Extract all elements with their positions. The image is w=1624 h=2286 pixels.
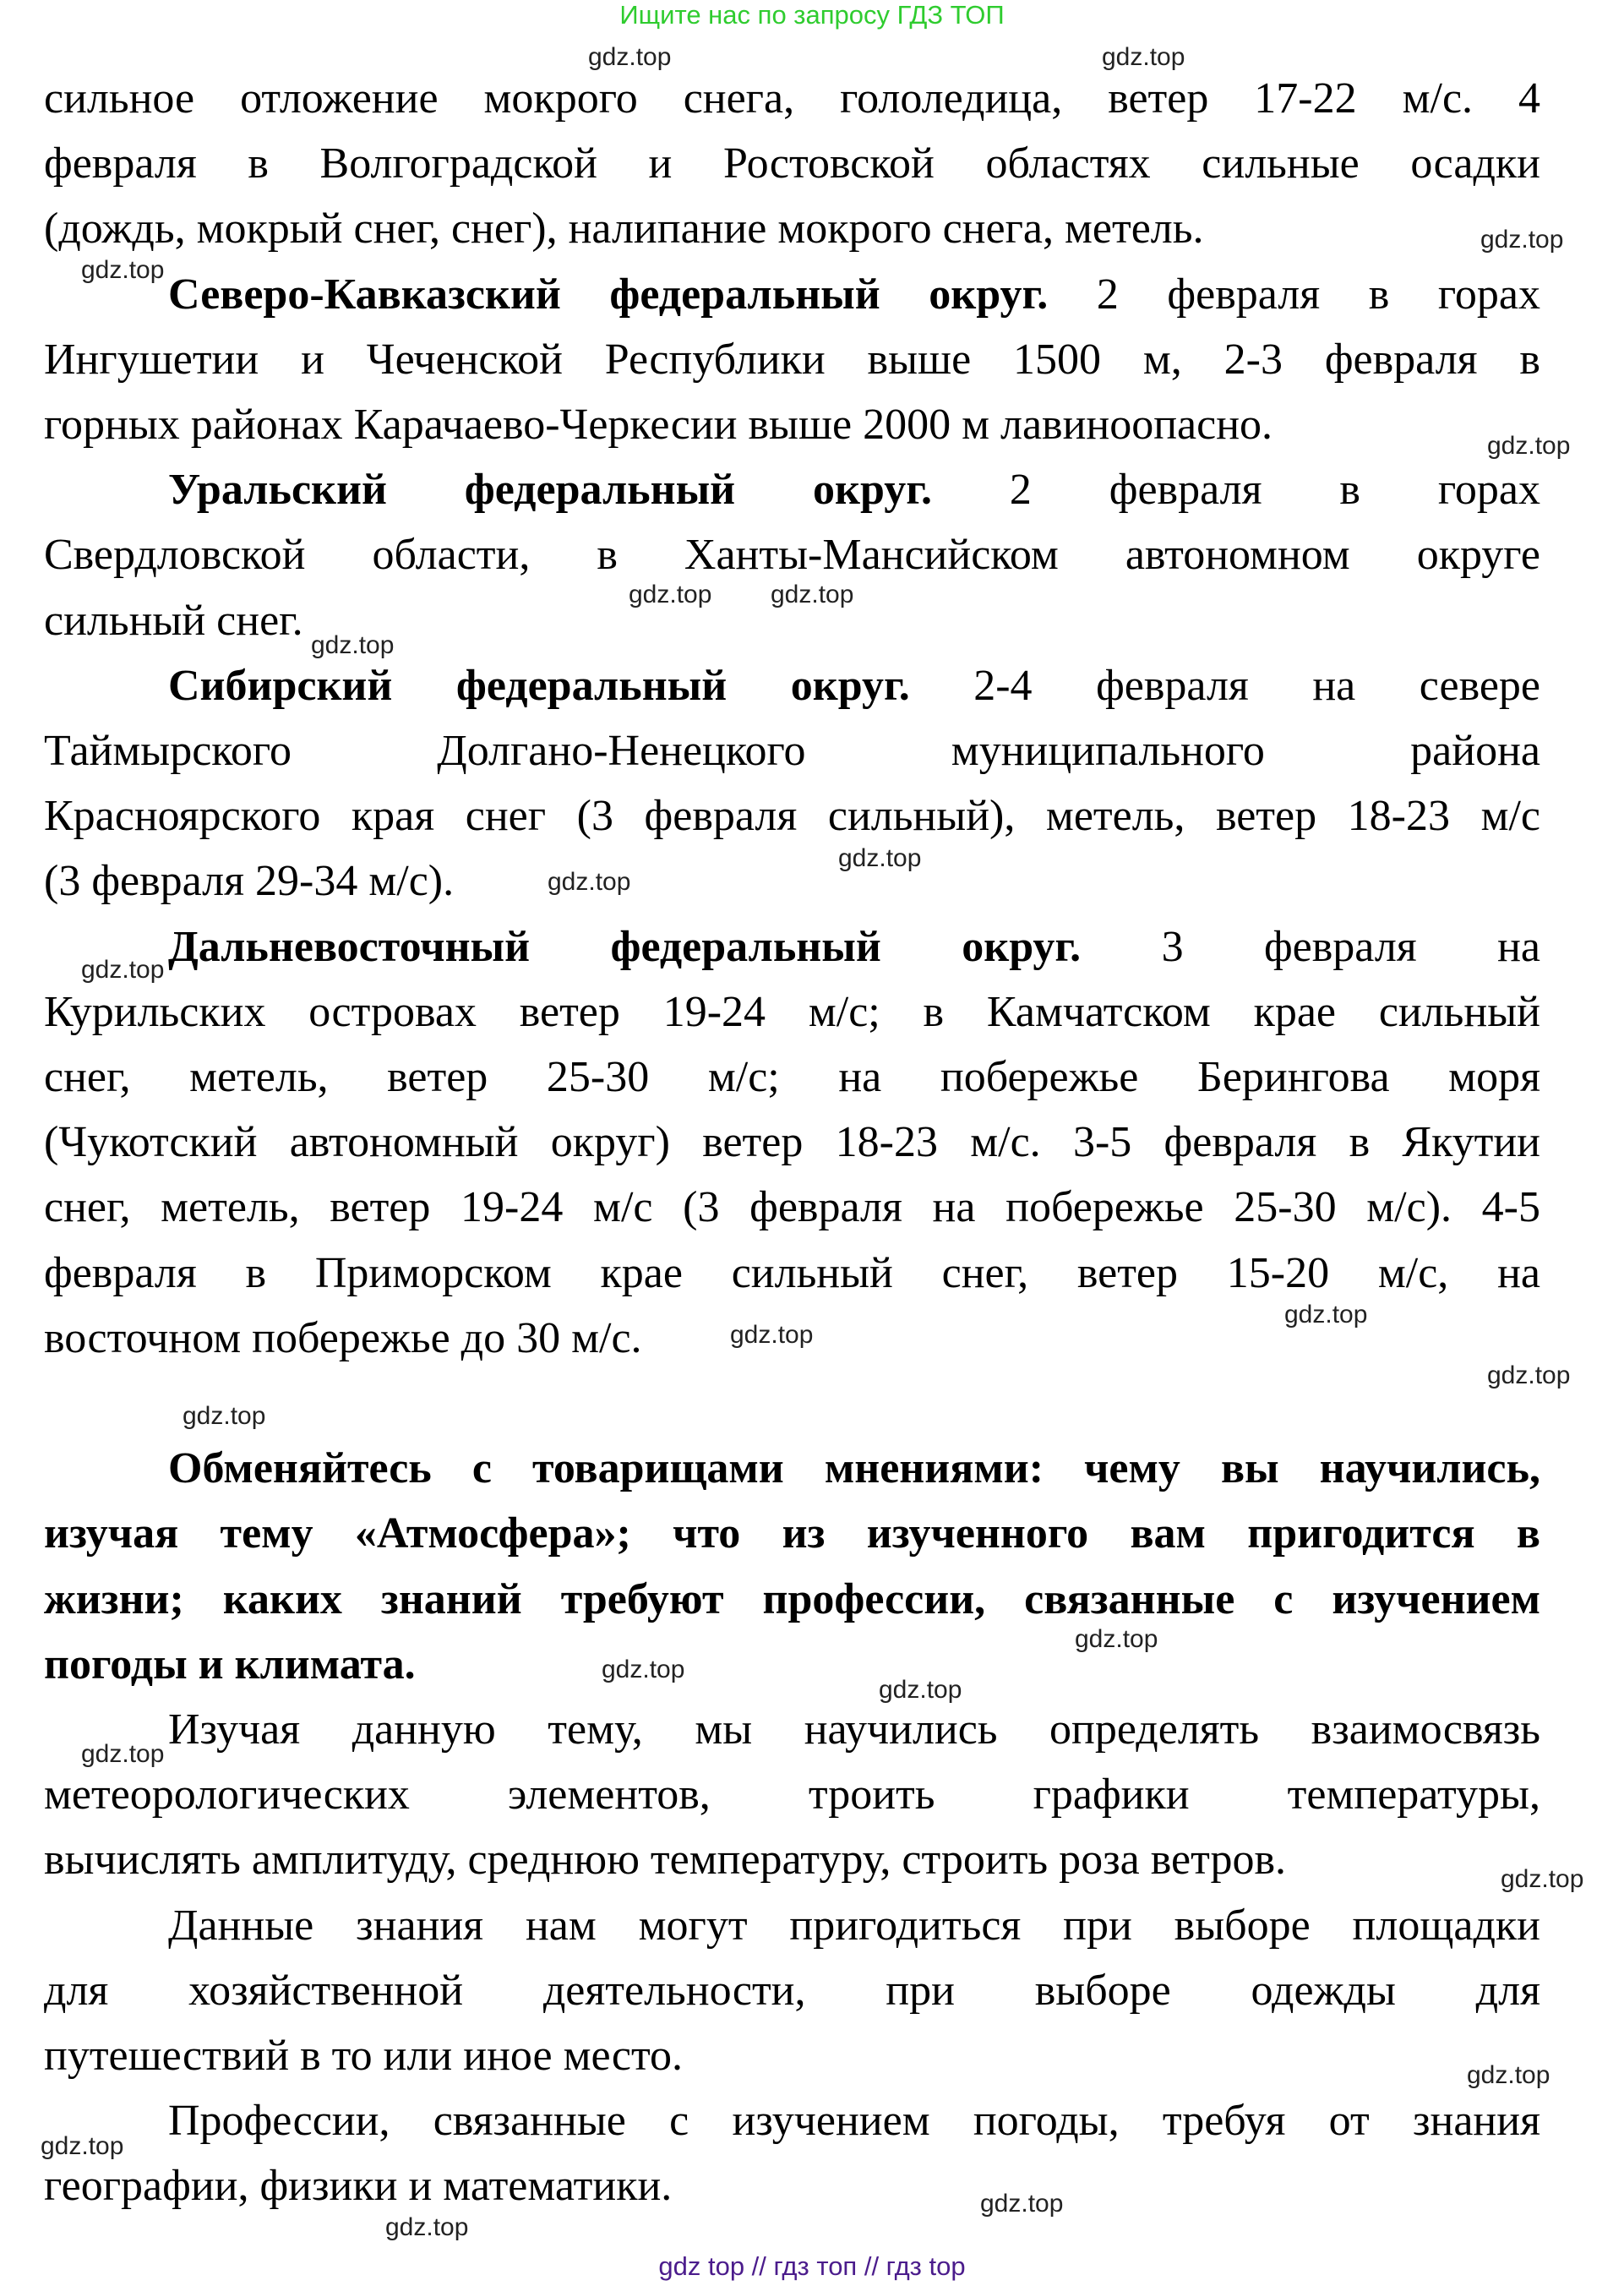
- body-text: 2 февраля в горах: [1048, 270, 1540, 319]
- paragraph-line: [44, 987, 1540, 1036]
- bold-heading: погоды и климата.: [44, 1639, 416, 1689]
- watermark: gdz.top: [81, 1740, 165, 1768]
- body-text: метеорологических элементов, троить графики температуры,: [44, 1770, 1540, 1820]
- body-text: вычислять амплитуду, среднюю температуру, строить роза ветров.: [44, 1836, 1286, 1885]
- body-text: 3 февраля на: [1081, 922, 1540, 971]
- bold-heading: Обменяйтесь с товарищами мнениями: чему вы научились,: [168, 1444, 1540, 1493]
- watermark: gdz.top: [183, 1402, 266, 1430]
- paragraph-line: [44, 2034, 683, 2078]
- body-text: сильное отложение мокрого снега, гололедица, ветер 17-22 м/с. 4: [44, 74, 1540, 123]
- body-text: Данные знания нам могут пригодиться при выборе площадки: [168, 1901, 1540, 1950]
- watermark: gdz.top: [771, 581, 854, 608]
- watermark: gdz.top: [730, 1321, 814, 1349]
- body-text: февраля в Волгоградской и Ростовской областях сильные осадки: [44, 139, 1540, 188]
- paragraph-line: [44, 1639, 416, 1689]
- body-text: Свердловской области, в Ханты-Мансийском автономном округе: [44, 531, 1540, 580]
- body-text: (3 февраля 29-34 м/с).: [44, 857, 455, 906]
- paragraph-line: [44, 205, 1204, 254]
- watermark: gdz.top: [1487, 1361, 1571, 1389]
- paragraph-line: [44, 1836, 1286, 1885]
- watermark: gdz.top: [629, 581, 712, 608]
- bold-heading: изучая тему «Атмосфера»; что из изученного вам пригодится в: [44, 1509, 1540, 1558]
- watermark: gdz.top: [1102, 43, 1185, 71]
- body-text: снег, метель, ветер 25-30 м/с; на побережье Берингова моря: [44, 1053, 1540, 1101]
- paragraph-line: [44, 1183, 1541, 1232]
- watermark: gdz.top: [81, 956, 165, 984]
- paragraph-line: [44, 857, 455, 906]
- watermark: gdz.top: [602, 1656, 685, 1683]
- body-text: Таймырского Долгано-Ненецкого муниципального района: [44, 727, 1540, 775]
- search-banner[interactable]: Ищите нас по запросу ГДЗ ТОП: [619, 0, 1005, 30]
- body-text: 2 февраля в горах: [931, 466, 1540, 515]
- watermark: gdz.top: [879, 1676, 962, 1704]
- body-text: снег, метель, ветер 19-24 м/с (3 февраля на побережье 25-30 м/с). 4-5: [44, 1183, 1541, 1232]
- paragraph-line: [44, 596, 303, 645]
- watermark: gdz.top: [41, 2132, 124, 2160]
- watermark: gdz.top: [385, 2213, 469, 2241]
- paragraph-line: [44, 2162, 673, 2211]
- paragraph-line: [168, 1901, 1540, 1950]
- paragraph-line: [168, 466, 1540, 515]
- paragraph-line: [44, 1118, 1540, 1167]
- bold-heading: Северо-Кавказский федеральный округ.: [168, 270, 1049, 319]
- paragraph-line: [44, 792, 1541, 841]
- watermark: gdz.top: [1501, 1865, 1584, 1893]
- paragraph-line: [168, 661, 1540, 710]
- paragraph-line: [44, 403, 1272, 447]
- paragraph-line: [44, 74, 1540, 123]
- body-text: восточном побережье до 30 м/с.: [44, 1313, 642, 1362]
- paragraph-line: [44, 139, 1540, 188]
- bold-heading: Уральский федеральный округ.: [168, 466, 932, 515]
- paragraph-line: [168, 1705, 1540, 1754]
- bold-heading: жизни; каких знаний требуют профессии, связанные с изучением: [44, 1574, 1540, 1623]
- paragraph-line: [168, 2097, 1540, 2146]
- body-text: для хозяйственной деятельности, при выборе одежды для: [44, 1966, 1541, 2015]
- body-text: путешествий в то или иное место.: [44, 2032, 684, 2080]
- bold-heading: Сибирский федеральный округ.: [168, 661, 910, 710]
- watermark: gdz.top: [1480, 226, 1564, 254]
- body-text: Изучая данную тему, мы научились определять взаимосвязь: [168, 1705, 1540, 1754]
- paragraph-line: [44, 1509, 1540, 1558]
- body-text: горных районах Карачаево-Черкесии выше 2000 м лавиноопасно.: [44, 401, 1273, 449]
- watermark: gdz.top: [980, 2190, 1064, 2218]
- watermark: gdz.top: [588, 43, 672, 71]
- body-text: Красноярского края снег (3 февраля сильный), метель, ветер 18-23 м/с: [44, 792, 1541, 841]
- paragraph-line: [44, 1248, 1540, 1297]
- body-text: 2-4 февраля на севере: [909, 661, 1540, 710]
- paragraph-line: [44, 1574, 1540, 1623]
- bold-heading: Дальневосточный федеральный округ.: [168, 922, 1082, 971]
- watermark: gdz.top: [1467, 2061, 1550, 2089]
- body-text: (Чукотский автономный округ) ветер 18-23 м/с. 3-5 февраля в Якутии: [44, 1118, 1540, 1167]
- body-text: Профессии, связанные с изучением погоды, требуя от знания: [168, 2097, 1540, 2146]
- paragraph-line: [44, 1770, 1540, 1820]
- paragraph-line: [44, 1053, 1540, 1101]
- watermark: gdz.top: [548, 868, 631, 896]
- paragraph-line: [44, 1966, 1541, 2015]
- paragraph-line: [168, 1444, 1540, 1493]
- body-text: Курильских островах ветер 19-24 м/с; в Камчатском крае сильный: [44, 987, 1540, 1036]
- paragraph-line: [44, 729, 1540, 773]
- watermark: gdz.top: [81, 256, 165, 284]
- paragraph-line: [44, 531, 1540, 580]
- body-text: февраля в Приморском крае сильный снег, ветер 15-20 м/с, на: [44, 1248, 1540, 1297]
- watermark: gdz.top: [311, 631, 395, 659]
- body-text: географии, физики и математики.: [44, 2162, 673, 2211]
- body-text: (дождь, мокрый снег, снег), налипание мокрого снега, метель.: [44, 205, 1204, 254]
- body-text: сильный снег.: [44, 596, 303, 645]
- body-text: Ингушетии и Чеченской Республики выше 1500 м, 2-3 февраля в: [44, 335, 1540, 384]
- watermark: gdz.top: [1487, 432, 1571, 460]
- paragraph-line: [168, 922, 1540, 971]
- watermark: gdz.top: [1075, 1625, 1158, 1653]
- paragraph-line: [168, 270, 1540, 319]
- watermark: gdz.top: [1284, 1301, 1368, 1328]
- paragraph-line: [44, 1313, 642, 1362]
- footer-links[interactable]: gdz top // гдз топ // гдз top: [658, 2251, 966, 2281]
- paragraph-line: [44, 335, 1540, 384]
- watermark: gdz.top: [838, 844, 922, 872]
